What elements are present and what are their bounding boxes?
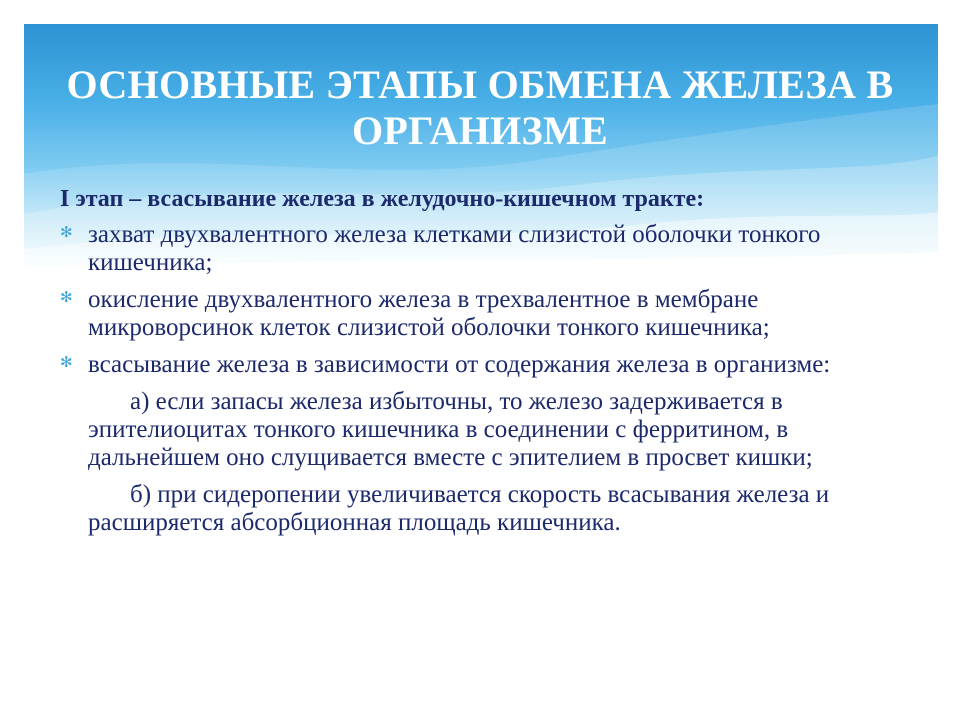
sub-item: а) если запасы железа избыточны, то железо задерживается в эпителиоцитах тонкого кишечника в соединении с ферритином, в дальнейшем оно слущивается вместе с эпителием в просвет кишки; xyxy=(88,388,813,471)
slide-content xyxy=(60,186,910,546)
bullet-text: захват двухвалентного железа клетками слизистой оболочки тонкого кишечника; xyxy=(88,221,821,276)
asterisk-icon: ✻ xyxy=(60,353,73,371)
bullet-text: всасывание железа в зависимости от содержания железа в организме: xyxy=(88,351,831,378)
asterisk-icon: ✻ xyxy=(60,223,73,241)
list-item xyxy=(60,221,910,277)
bullet-text: окисление двухвалентного железа в трехвалентное в мембране микроворсинок клеток слизистой оболочки тонкого кишечника; xyxy=(88,286,770,341)
slide-title: ОСНОВНЫЕ ЭТАПЫ ОБМЕНА ЖЕЛЕЗА В ОРГАНИЗМЕ xyxy=(66,62,894,153)
sub-item: б) при сидеропении увеличивается скорость всасывания железа и расширяется абсорбционная площадь кишечника. xyxy=(88,481,830,536)
stage-heading: I этап – всасывание железа в желудочно-кишечном тракте: xyxy=(60,186,705,212)
list-item xyxy=(60,351,910,379)
asterisk-icon: ✻ xyxy=(60,288,73,306)
list-item xyxy=(60,286,910,342)
